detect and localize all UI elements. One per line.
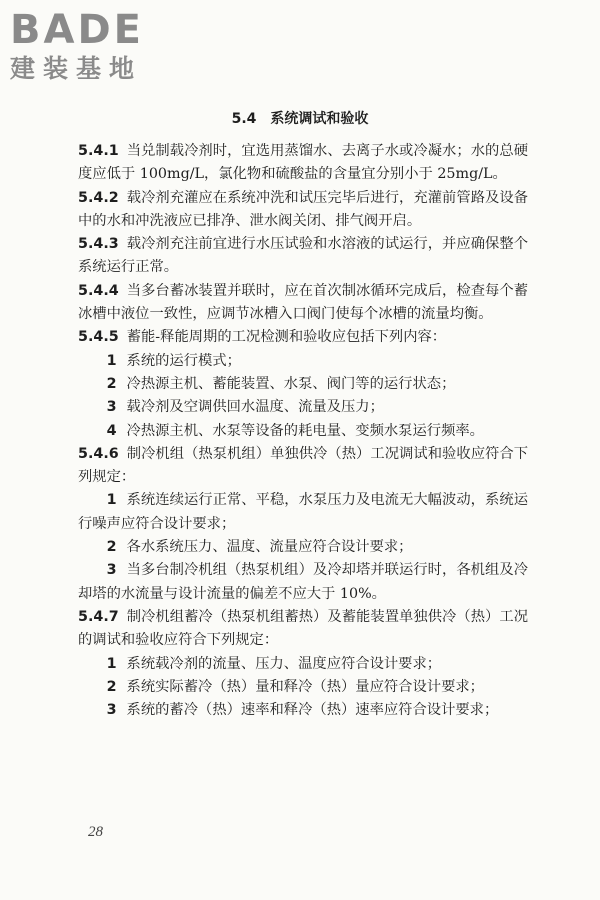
item-number: 3 [106, 562, 117, 579]
list-item [78, 676, 528, 699]
clause-number: 5.4.2 [78, 189, 119, 206]
item-text: 当多台制冷机组（热泵机组）及冷却塔并联运行时，各机组及冷却塔的水流量与设计流量的偏差不应大于 10%。 [78, 562, 528, 602]
section-title [0, 108, 600, 128]
page-number: 28 [88, 824, 103, 840]
list-item [78, 559, 528, 606]
item-text: 系统的运行模式； [126, 352, 241, 369]
clause [78, 606, 528, 653]
item-number: 3 [106, 399, 117, 416]
list-item [78, 420, 528, 443]
item-text: 载冷剂及空调供回水温度、流量及压力； [126, 399, 384, 416]
list-item [78, 396, 528, 419]
clause [78, 140, 528, 187]
item-text: 冷热源主机、蓄能装置、水泵、阀门等的运行状态； [126, 375, 456, 392]
clause [78, 443, 528, 490]
clause-number: 5.4.4 [78, 282, 119, 299]
item-number: 1 [106, 655, 117, 672]
item-number: 4 [106, 422, 117, 439]
list-item [78, 653, 528, 676]
item-text: 系统的蓄冷（热）速率和释冷（热）速率应符合设计要求； [126, 702, 499, 719]
clause [78, 187, 528, 234]
item-text: 系统载冷剂的流量、压力、温度应符合设计要求； [126, 655, 442, 672]
clause-number: 5.4.5 [78, 329, 119, 346]
clause [78, 280, 528, 327]
clause-number: 5.4.6 [78, 445, 119, 462]
item-number: 3 [106, 702, 117, 719]
list-item [78, 536, 528, 559]
list-item [78, 489, 528, 536]
clause-text: 制冷机组蓄冷（热泵机组蓄热）及蓄能装置单独供冷（热）工况的调试和验收应符合下列规定： [78, 608, 528, 649]
clause-text: 当多台蓄冰装置并联时，应在首次制冰循环完成后，检查每个蓄冰槽中液位一致性，应调节冰槽入口阀门使每个冰槽的流量均衡。 [78, 282, 528, 323]
clause [78, 233, 528, 280]
clause-text: 蓄能-释能周期的工况检测和验收应包括下列内容： [126, 329, 447, 346]
logo-mark: BADE [10, 7, 144, 53]
list-item [78, 350, 528, 373]
logo [10, 8, 144, 84]
clause [78, 326, 528, 349]
item-text: 冷热源主机、水泵等设备的耗电量、变频水泵运行频率。 [126, 422, 484, 439]
clause-number: 5.4.1 [78, 143, 119, 159]
item-number: 1 [106, 352, 117, 369]
item-number: 2 [106, 375, 117, 392]
clause-text: 当兑制载冷剂时，宜选用蒸馏水、去离子水或冷凝水；水的总硬度应低于 100mg/L，氯化物和硫酸盐的含量宜分别小于 25mg/L。 [78, 143, 528, 183]
section-number: 5.4 [231, 111, 257, 127]
item-number: 2 [106, 678, 117, 695]
document-body [78, 140, 528, 722]
item-text: 系统实际蓄冷（热）量和释冷（热）量应符合设计要求； [126, 678, 484, 695]
logo-subtitle: 建装基地 [10, 54, 143, 83]
clause-text: 载冷剂充灌应在系统冲洗和试压完毕后进行，充灌前管路及设备中的水和冲洗液应已排净、泄水阀关闭、排气阀开启。 [78, 189, 528, 229]
clause-text: 制冷机组（热泵机组）单独供冷（热）工况调试和验收应符合下列规定： [78, 445, 528, 486]
item-text: 各水系统压力、温度、流量应符合设计要求； [126, 539, 413, 556]
list-item [78, 699, 528, 722]
clause-number: 5.4.7 [78, 608, 119, 625]
section-heading: 系统调试和验收 [270, 111, 369, 127]
clause-number: 5.4.3 [78, 236, 119, 253]
item-text: 系统连续运行正常、平稳，水泵压力及电流无大幅波动，系统运行噪声应符合设计要求； [78, 492, 528, 532]
clause-text: 载冷剂充注前宜进行水压试验和水溶液的试运行，并应确保整个系统运行正常。 [78, 236, 528, 276]
item-number: 2 [106, 539, 117, 556]
item-number: 1 [106, 492, 117, 509]
list-item [78, 373, 528, 396]
